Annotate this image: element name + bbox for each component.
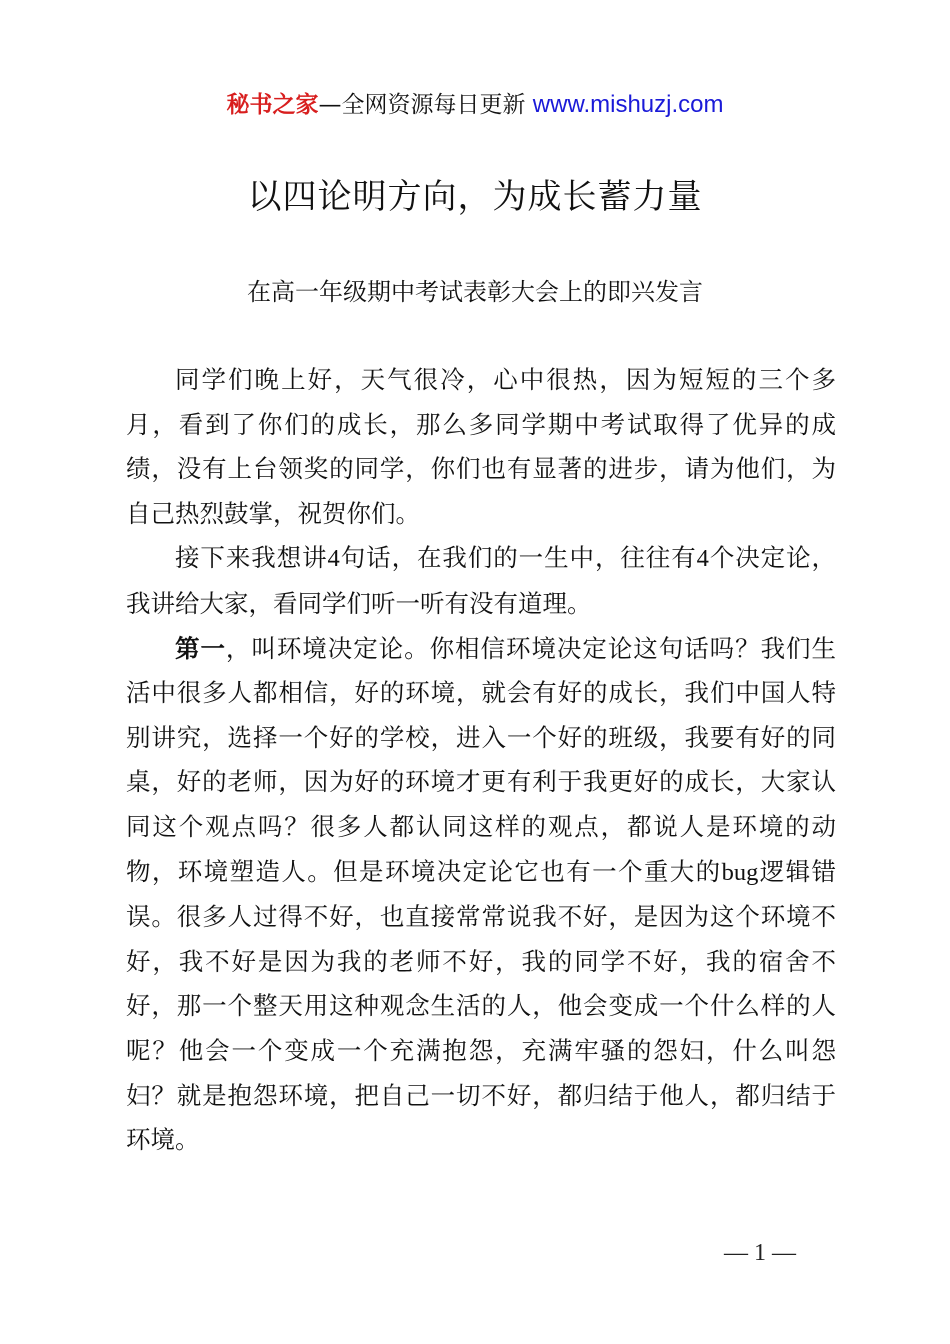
paragraph-text: 接下来我想讲 (175, 543, 328, 573)
page-number: — 1 — (724, 1240, 796, 1266)
number-four: 4 (696, 545, 709, 573)
paragraph-text: 逻辑错误。很多人过得不好，也直接常常说我不好，是因为这个环境不好，我不好是因为我的老师不好，我的同学不好，我的宿舍不好，那一个整天用这种观念生活的人，他会变成一个什么样的人呢？他会一个变成一个充满抱怨，充满牢骚的怨妇，什么叫怨妇？就是抱怨环境，把自己一切不好，都归结于他人，都归结于环境。 (126, 856, 837, 1155)
site-url-link[interactable]: www.mishuzj.com (532, 91, 724, 118)
paragraph-greeting (126, 358, 836, 536)
paragraph-intro (126, 536, 836, 626)
paragraph-text: 句话，在我们的一生中，往往有 (339, 543, 697, 573)
document-subtitle: 在高一年级期中考试表彰大会上的即兴发言 (247, 278, 703, 306)
site-banner (0, 88, 950, 122)
point-lead: 第一 (175, 633, 226, 663)
brand-name: 秘书之家 (226, 92, 319, 118)
document-body (126, 358, 836, 1163)
banner-tagline: —全网资源每日更新 (318, 92, 526, 118)
paragraph-text: 同学们晚上好，天气很冷，心中很热，因为短短的三个多月，看到了你们的成长，那么多同学期中考试取得了优异的成绩，没有上台领奖的同学，你们也有显著的进步，请为他们，为自己热烈鼓掌，祝贺你们。 (126, 365, 836, 528)
paragraph-text: ，叫环境决定论。你相信环境决定论这句话吗？我们生活中很多人都相信，好的环境，就会有好的成长，我们中国人特别讲究，选择一个好的学校，进入一个好的班级，我要有好的同桌，好的老师，因为好的环境才更有利于我更好的成长，大家认同这个观点吗？很多人都认同这样的观点，都说人是环境的动物，环境塑造人。但是环境决定论它也有一个重大的 (126, 633, 836, 886)
paragraph-text: 个决定论，我讲给大家，看同学们听一听有没有道理。 (126, 543, 837, 618)
document-title: 以四论明方向，为成长蓄力量 (247, 177, 703, 217)
paragraph-first-point (126, 627, 836, 1163)
number-four: 4 (327, 545, 340, 573)
bug-term: bug (721, 858, 759, 886)
